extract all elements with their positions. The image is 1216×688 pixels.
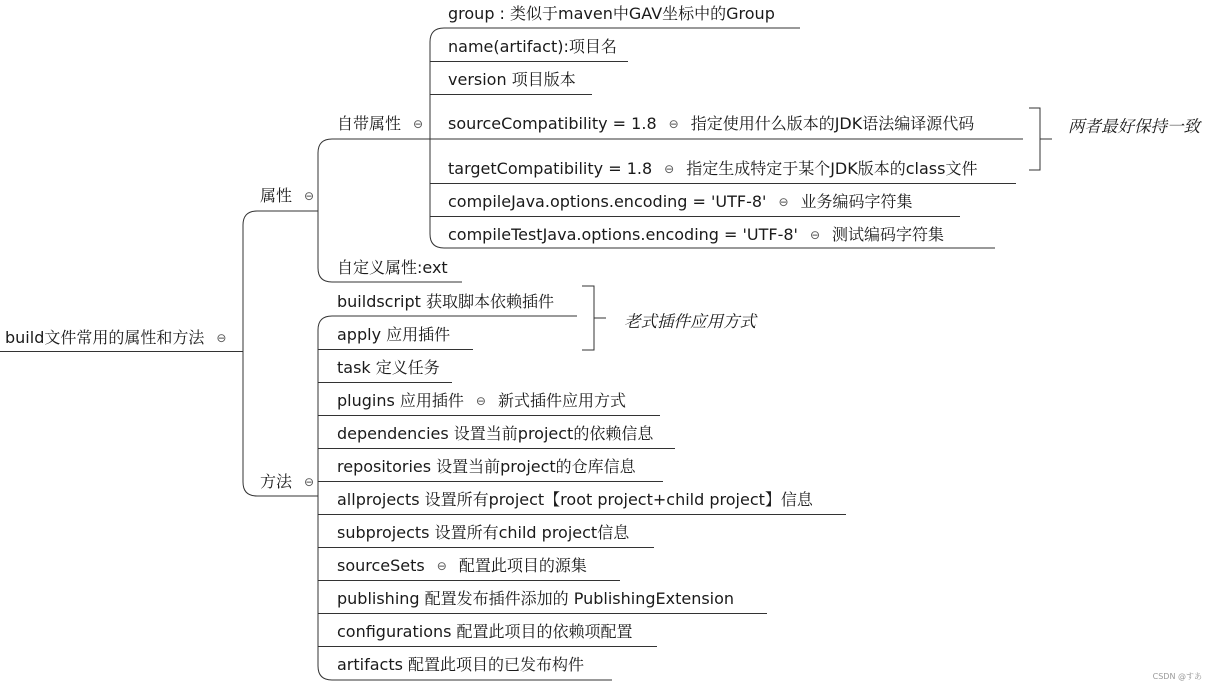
item-text: sourceCompatibility = 1.8 [448, 114, 657, 133]
builtin-item-target-compatibility[interactable] [448, 159, 977, 179]
item-note: 指定生成特定于某个JDK版本的class文件 [686, 159, 978, 178]
collapse-icon[interactable]: ⊖ [809, 228, 821, 242]
item-text: task 定义任务 [337, 358, 440, 377]
item-note: 配置此项目的源集 [458, 556, 587, 575]
builtin-item-compile-test-java-encoding[interactable] [448, 225, 944, 245]
collapse-icon[interactable]: ⊖ [216, 331, 227, 345]
custom-attributes-node[interactable] [337, 258, 448, 278]
watermark: CSDN @すあ [1152, 672, 1202, 681]
method-item-buildscript[interactable] [337, 292, 554, 312]
builtin-group-note[interactable]: 两者最好保持一致 [1068, 117, 1200, 136]
item-note: 指定使用什么版本的JDK语法编译源代码 [690, 114, 975, 133]
attributes-label: 属性 [260, 186, 293, 205]
root-node[interactable] [5, 328, 226, 348]
method-item-repositories[interactable] [337, 457, 636, 477]
item-text: buildscript 获取脚本依赖插件 [337, 292, 555, 311]
builtin-item-source-compatibility[interactable] [448, 114, 974, 134]
builtin-item-name[interactable] [448, 37, 617, 57]
collapse-icon[interactable]: ⊖ [475, 394, 486, 408]
custom-attributes-label: 自定义属性:ext [337, 258, 448, 277]
item-note: 业务编码字符集 [800, 192, 913, 211]
item-note: 测试编码字符集 [832, 225, 945, 244]
method-item-dependencies[interactable] [337, 424, 653, 444]
method-item-artifacts[interactable] [337, 655, 584, 675]
builtin-attributes-node[interactable] [337, 114, 423, 134]
item-text: group : 类似于maven中GAV坐标中的Group [448, 4, 775, 23]
collapse-icon[interactable]: ⊖ [436, 559, 447, 573]
item-text: allprojects 设置所有project【root project+child project】信息 [337, 490, 813, 509]
method-item-plugins[interactable] [337, 391, 626, 411]
item-text: publishing 配置发布插件添加的 PublishingExtension [337, 589, 735, 608]
item-text: compileTestJava.options.encoding = 'UTF-8' [448, 225, 798, 244]
item-text: targetCompatibility = 1.8 [448, 159, 653, 178]
item-text: configurations 配置此项目的依赖项配置 [337, 622, 633, 641]
method-item-task[interactable] [337, 358, 440, 378]
attributes-node[interactable] [260, 186, 314, 206]
collapse-icon[interactable]: ⊖ [778, 195, 789, 209]
collapse-icon[interactable]: ⊖ [664, 162, 675, 176]
item-text: apply 应用插件 [337, 325, 451, 344]
method-item-configurations[interactable] [337, 622, 633, 642]
item-note: 新式插件应用方式 [497, 391, 626, 410]
item-text: compileJava.options.encoding = 'UTF-8' [448, 192, 767, 211]
collapse-icon[interactable]: ⊖ [304, 475, 315, 489]
item-text: version 项目版本 [448, 70, 576, 89]
methods-group-note[interactable]: 老式插件应用方式 [624, 312, 756, 331]
item-text: plugins 应用插件 [337, 391, 464, 410]
method-item-subprojects[interactable] [337, 523, 629, 543]
builtin-item-version[interactable] [448, 70, 576, 90]
builtin-item-compile-java-encoding[interactable] [448, 192, 913, 212]
method-item-publishing[interactable] [337, 589, 734, 609]
method-item-source-sets[interactable] [337, 556, 587, 576]
method-item-allprojects[interactable] [337, 490, 813, 510]
root-label: build文件常用的属性和方法 [5, 328, 205, 347]
item-text: repositories 设置当前project的仓库信息 [337, 457, 636, 476]
item-text: artifacts 配置此项目的已发布构件 [337, 655, 585, 674]
item-text: dependencies 设置当前project的依赖信息 [337, 424, 654, 443]
methods-node[interactable] [260, 472, 314, 492]
item-text: name(artifact):项目名 [448, 37, 617, 56]
builtin-item-group[interactable] [448, 4, 775, 24]
collapse-icon[interactable]: ⊖ [668, 117, 679, 131]
method-item-apply[interactable] [337, 325, 450, 345]
collapse-icon[interactable]: ⊖ [304, 189, 315, 203]
builtin-attributes-label: 自带属性 [337, 114, 402, 133]
collapse-icon[interactable]: ⊖ [413, 117, 424, 131]
methods-label: 方法 [260, 472, 293, 491]
item-text: sourceSets [337, 556, 425, 575]
item-text: subprojects 设置所有child project信息 [337, 523, 630, 542]
